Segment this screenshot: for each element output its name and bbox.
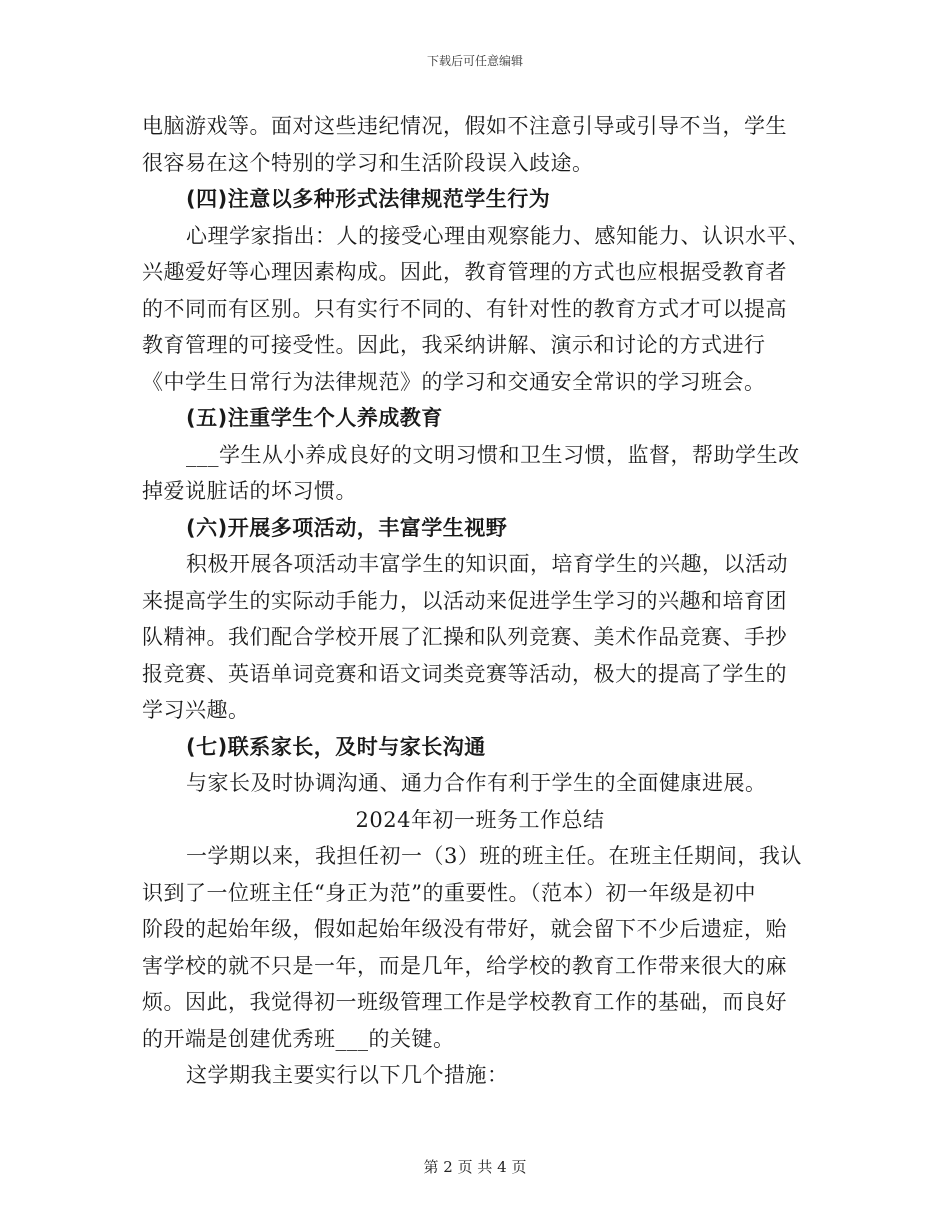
paragraph-start-line: 这学期我主要实行以下几个措施： (186, 1063, 509, 1087)
body-line: 掉爱说脏话的坏习惯。 (142, 479, 357, 503)
document-body (142, 108, 818, 1094)
body-line: 兴趣爱好等心理因素构成。因此，教育管理的方式也应根据受教育者 (142, 260, 787, 284)
paragraph-start-line: ___学生从小养成良好的文明习惯和卫生习惯，监督，帮助学生改 (186, 442, 800, 467)
section-heading: (五)注重学生个人养成教育 (186, 406, 443, 430)
body-line: 教育管理的可接受性。因此，我采纳讲解、演示和讨论的方式进行 (142, 333, 766, 357)
paragraph-start-line: 一学期以来，我担任初一（3）班的班主任。在班主任期间，我认 (186, 844, 802, 868)
body-line: 的开端是创建优秀班___的关键。 (142, 1026, 455, 1051)
page-header: 下载后可任意编辑 (426, 54, 523, 68)
paragraph-start-line: 心理学家指出：人的接受心理由观察能力、感知能力、认识水平、 (186, 223, 810, 248)
body-line: 电脑游戏等。面对这些违纪情况，假如不注意引导或引导不当，学生 (142, 114, 787, 138)
body-line: 识到了一位班主任“身正为范”的重要性。（范本）初一年级是初中 (142, 880, 756, 905)
page-footer: 第 2 页 共 4 页 (423, 1158, 527, 1176)
section-heading: (四)注意以多种形式法律规范学生行为 (186, 187, 551, 211)
body-line: 的不同而有区别。只有实行不同的、有针对性的教育方式才可以提高 (142, 296, 787, 321)
body-line: 害学校的就不只是一年，而是几年，给学校的教育工作带来很大的麻 (142, 953, 787, 978)
paragraph-start-line: 与家长及时协调沟通、通力合作有利于学生的全面健康进展。 (186, 771, 767, 795)
body-line: 很容易在这个特别的学习和生活阶段误入歧途。 (142, 150, 594, 175)
paragraph-start-line: 积极开展各项活动丰富学生的知识面，培育学生的兴趣，以活动 (186, 552, 788, 576)
body-line: 《中学生日常行为法律规范》的学习和交通安全常识的学习班会。 (142, 369, 766, 394)
section-heading: (六)开展多项活动，丰富学生视野 (186, 515, 508, 540)
document-title: 2024年初一班务工作总结 (355, 807, 605, 832)
body-line: 阶段的起始年级，假如起始年级没有带好，就会留下不少后遗症，贻 (142, 917, 787, 941)
section-heading: (七)联系家长，及时与家长沟通 (186, 734, 486, 759)
body-line: 烦。因此，我觉得初一班级管理工作是学校教育工作的基础，而良好 (142, 990, 787, 1014)
body-line: 报竞赛、英语单词竞赛和语文词类竞赛等活动，极大的提高了学生的 (142, 661, 787, 686)
body-line: 来提高学生的实际动手能力，以活动来促进学生学习的兴趣和培育团 (142, 588, 787, 613)
body-line: 学习兴趣。 (142, 698, 250, 722)
body-line: 队精神。我们配合学校开展了汇操和队列竞赛、美术作品竞赛、手抄 (142, 625, 787, 649)
